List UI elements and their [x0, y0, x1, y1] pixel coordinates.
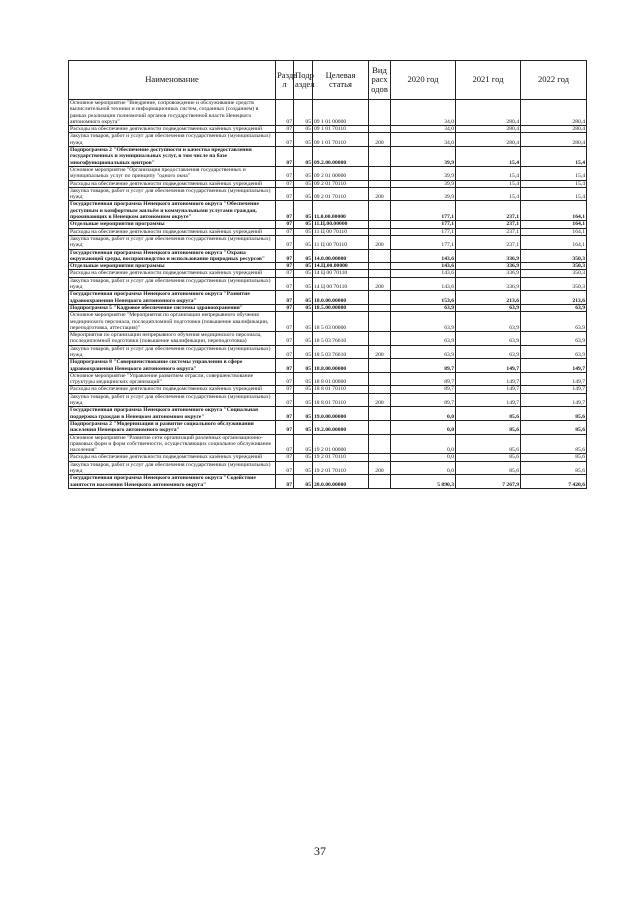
row-podrazdel: 05 — [294, 166, 313, 180]
table-header-row — [69, 61, 587, 100]
row-expense-type: 200 — [369, 187, 391, 201]
row-value-2021: 63,9 — [456, 332, 521, 346]
row-value-2022: 280,4 — [521, 126, 587, 133]
row-target-article: 14.Ц.00.00000 — [313, 263, 369, 270]
row-value-2021: 237,1 — [456, 228, 521, 235]
row-target-article: 18.0.00.00000 — [313, 291, 369, 305]
row-podrazdel: 05 — [294, 291, 313, 305]
table-row — [69, 407, 587, 421]
row-target-article: 18 8 01 00000 — [313, 372, 369, 386]
header-year-2022: 2022 год — [521, 61, 587, 100]
row-podrazdel: 05 — [294, 249, 313, 263]
row-razdel: 07 — [276, 166, 294, 180]
row-target-article: 11.Ц.00.00000 — [313, 221, 369, 228]
row-value-2020: 34,0 — [391, 126, 456, 133]
row-value-2022: 85,6 — [521, 420, 587, 434]
row-value-2020: 39,9 — [391, 166, 456, 180]
row-expense-type — [369, 270, 391, 277]
row-razdel: 07 — [276, 221, 294, 228]
row-value-2020: 177,1 — [391, 235, 456, 249]
row-value-2021: 213,6 — [456, 291, 521, 305]
row-value-2020: 143,6 — [391, 270, 456, 277]
row-value-2020: 0,0 — [391, 434, 456, 454]
row-podrazdel: 05 — [294, 420, 313, 434]
row-expense-type — [369, 228, 391, 235]
row-razdel: 07 — [276, 393, 294, 407]
table-row — [69, 359, 587, 373]
row-expense-type — [369, 312, 391, 332]
table-row — [69, 270, 587, 277]
row-target-article: 11 Ц 00 70110 — [313, 235, 369, 249]
table-row — [69, 386, 587, 393]
row-value-2022: 213,6 — [521, 291, 587, 305]
budget-table — [68, 60, 587, 489]
table-row — [69, 372, 587, 386]
row-value-2021: 15,4 — [456, 187, 521, 201]
row-expense-type — [369, 304, 391, 311]
table-row — [69, 180, 587, 187]
row-value-2020: 89,7 — [391, 386, 456, 393]
row-podrazdel: 05 — [294, 407, 313, 421]
row-value-2022: 85,6 — [521, 461, 587, 475]
header-expense-type: Вид расх одов — [369, 61, 391, 100]
row-value-2020: 177,1 — [391, 221, 456, 228]
row-value-2022: 350,3 — [521, 249, 587, 263]
header-razdel: Разде л — [276, 61, 294, 100]
row-expense-type — [369, 147, 391, 167]
row-razdel: 07 — [276, 434, 294, 454]
row-expense-type — [369, 420, 391, 434]
table-row — [69, 345, 587, 359]
table-row — [69, 133, 587, 147]
row-value-2022: 350,3 — [521, 263, 587, 270]
row-value-2020: 153,6 — [391, 291, 456, 305]
row-value-2021: 63,9 — [456, 312, 521, 332]
table-row — [69, 475, 587, 489]
row-value-2021: 237,1 — [456, 221, 521, 228]
row-value-2021: 63,9 — [456, 345, 521, 359]
row-expense-type — [369, 263, 391, 270]
row-expense-type — [369, 372, 391, 386]
row-value-2021: 280,4 — [456, 126, 521, 133]
row-expense-type: 200 — [369, 235, 391, 249]
row-value-2021: 85,6 — [456, 407, 521, 421]
row-razdel: 07 — [276, 454, 294, 461]
row-name: Закупка товаров, работ и услуг для обеспечения государственных (муниципальных) нужд — [69, 235, 276, 249]
row-razdel: 07 — [276, 201, 294, 221]
row-razdel: 07 — [276, 386, 294, 393]
row-podrazdel: 05 — [294, 475, 313, 489]
row-podrazdel: 05 — [294, 263, 313, 270]
row-value-2021: 336,9 — [456, 263, 521, 270]
row-podrazdel: 05 — [294, 187, 313, 201]
row-value-2022: 164,1 — [521, 228, 587, 235]
row-value-2021: 149,7 — [456, 386, 521, 393]
row-razdel: 07 — [276, 270, 294, 277]
row-value-2022: 63,9 — [521, 312, 587, 332]
row-expense-type — [369, 386, 391, 393]
row-value-2021: 237,1 — [456, 235, 521, 249]
row-expense-type: 200 — [369, 393, 391, 407]
row-name: Закупка товаров, работ и услуг для обеспечения государственных (муниципальных) нужд — [69, 133, 276, 147]
row-target-article: 18.8.00.00000 — [313, 359, 369, 373]
header-year-2020: 2020 год — [391, 61, 456, 100]
row-value-2022: 15,4 — [521, 147, 587, 167]
row-value-2020: 177,1 — [391, 201, 456, 221]
row-name: Основное мероприятие "Организация предоставления государственных и муниципальных услуг по принципу "одного окна" — [69, 166, 276, 180]
row-target-article: 09 1 01 70110 — [313, 126, 369, 133]
row-podrazdel: 05 — [294, 434, 313, 454]
table-row — [69, 461, 587, 475]
row-expense-type — [369, 100, 391, 126]
table-row — [69, 249, 587, 263]
table-row — [69, 201, 587, 221]
row-razdel: 07 — [276, 277, 294, 291]
row-name: Подпрограмма 8 "Совершенствование системы управления в сфере здравоохранения Ненецкого автономного округа" — [69, 359, 276, 373]
row-razdel: 07 — [276, 100, 294, 126]
table-row — [69, 147, 587, 167]
row-value-2021: 15,4 — [456, 166, 521, 180]
row-target-article: 18 8 01 70110 — [313, 386, 369, 393]
row-value-2021: 237,1 — [456, 201, 521, 221]
row-name: Подпрограмма 2 "Обеспечение доступности и качества предоставления государственных и муниципальных услуг, в том числе на базе многофункциональных центров" — [69, 147, 276, 167]
header-podrazdel: Подр аздел — [294, 61, 313, 100]
row-name: Мероприятия по организации непрерывного обучения медицинского персонала, последипломной подготовки (повышение квалификации, переподготовка) — [69, 332, 276, 346]
row-value-2020: 143,6 — [391, 249, 456, 263]
row-value-2020: 0,0 — [391, 420, 456, 434]
row-value-2022: 63,9 — [521, 345, 587, 359]
row-value-2022: 164,1 — [521, 221, 587, 228]
row-value-2022: 85,6 — [521, 454, 587, 461]
row-value-2022: 7 420,6 — [521, 475, 587, 489]
row-name: Подпрограмма 2 "Модернизация и развитие социального обслуживания населения Ненецкого автономного округа" — [69, 420, 276, 434]
row-value-2020: 39,9 — [391, 147, 456, 167]
row-name: Расходы на обеспечение деятельности подведомственных казённых учреждений — [69, 270, 276, 277]
row-name: Расходы на обеспечение деятельности подведомственных казённых учреждений — [69, 386, 276, 393]
row-value-2020: 89,7 — [391, 372, 456, 386]
row-value-2020: 39,9 — [391, 180, 456, 187]
row-podrazdel: 05 — [294, 372, 313, 386]
row-podrazdel: 05 — [294, 221, 313, 228]
row-target-article: 19 2 01 00000 — [313, 434, 369, 454]
table-row — [69, 166, 587, 180]
row-value-2022: 149,7 — [521, 359, 587, 373]
row-target-article: 19.0.00.00000 — [313, 407, 369, 421]
row-razdel: 07 — [276, 180, 294, 187]
row-value-2021: 7 267,9 — [456, 475, 521, 489]
row-podrazdel: 05 — [294, 270, 313, 277]
row-target-article: 19.2.00.00000 — [313, 420, 369, 434]
row-value-2022: 149,7 — [521, 393, 587, 407]
row-value-2022: 149,7 — [521, 372, 587, 386]
row-value-2022: 85,6 — [521, 407, 587, 421]
row-name: Расходы на обеспечение деятельности подведомственных казённых учреждений — [69, 180, 276, 187]
row-razdel: 07 — [276, 461, 294, 475]
row-razdel: 07 — [276, 249, 294, 263]
row-value-2021: 85,6 — [456, 420, 521, 434]
row-razdel: 07 — [276, 420, 294, 434]
row-value-2021: 149,7 — [456, 359, 521, 373]
table-body — [69, 100, 587, 489]
row-target-article: 18 5 03 00000 — [313, 312, 369, 332]
row-target-article: 09 1 01 00000 — [313, 100, 369, 126]
row-value-2020: 89,7 — [391, 359, 456, 373]
row-razdel: 07 — [276, 187, 294, 201]
row-razdel: 07 — [276, 263, 294, 270]
row-expense-type — [369, 475, 391, 489]
row-target-article: 19 2 01 70110 — [313, 454, 369, 461]
row-value-2020: 63,9 — [391, 304, 456, 311]
header-name: Наименование — [69, 61, 276, 100]
row-name: Закупка товаров, работ и услуг для обеспечения государственных (муниципальных) нужд — [69, 461, 276, 475]
page-number: 37 — [314, 844, 326, 858]
row-name: Государственная программа Ненецкого автономного округа "Развитие здравоохранения Ненецкого автономного округа" — [69, 291, 276, 305]
row-value-2020: 0,0 — [391, 454, 456, 461]
row-expense-type: 200 — [369, 461, 391, 475]
row-name: Расходы на обеспечение деятельности подведомственных казённых учреждений — [69, 126, 276, 133]
row-value-2020: 39,9 — [391, 187, 456, 201]
table-row — [69, 393, 587, 407]
row-podrazdel: 05 — [294, 133, 313, 147]
row-value-2020: 0,0 — [391, 407, 456, 421]
row-value-2020: 143,6 — [391, 277, 456, 291]
row-expense-type — [369, 166, 391, 180]
row-target-article: 18.5.00.00000 — [313, 304, 369, 311]
row-name: Закупка товаров, работ и услуг для обеспечения государственных (муниципальных) нужд — [69, 277, 276, 291]
row-podrazdel: 05 — [294, 386, 313, 393]
row-podrazdel: 05 — [294, 147, 313, 167]
row-podrazdel: 05 — [294, 228, 313, 235]
row-podrazdel: 05 — [294, 126, 313, 133]
row-podrazdel: 05 — [294, 180, 313, 187]
table-row — [69, 221, 587, 228]
row-target-article: 18 8 01 70110 — [313, 393, 369, 407]
header-target-article: Целевая статья — [313, 61, 369, 100]
row-expense-type: 200 — [369, 345, 391, 359]
row-value-2021: 85,6 — [456, 454, 521, 461]
row-name: Основное мероприятие "Управление развитием отрасли, совершенствование структуры медицинских организаций" — [69, 372, 276, 386]
row-expense-type — [369, 407, 391, 421]
row-razdel: 07 — [276, 228, 294, 235]
row-value-2020: 143,6 — [391, 263, 456, 270]
row-podrazdel: 05 — [294, 345, 313, 359]
header-year-2021: 2021 год — [456, 61, 521, 100]
table-row — [69, 228, 587, 235]
row-name: Подпрограмма 5 "Кадровое обеспечение системы здравоохранения" — [69, 304, 276, 311]
row-value-2021: 85,6 — [456, 434, 521, 454]
row-podrazdel: 05 — [294, 312, 313, 332]
row-target-article: 09 2 01 70110 — [313, 187, 369, 201]
row-razdel: 07 — [276, 235, 294, 249]
row-name: Расходы на обеспечение деятельности подведомственных казённых учреждений — [69, 228, 276, 235]
row-value-2021: 336,9 — [456, 270, 521, 277]
row-podrazdel: 05 — [294, 454, 313, 461]
row-value-2022: 350,3 — [521, 277, 587, 291]
table-row — [69, 291, 587, 305]
row-podrazdel: 05 — [294, 100, 313, 126]
row-target-article: 18 5 03 76610 — [313, 345, 369, 359]
row-value-2021: 15,4 — [456, 180, 521, 187]
row-podrazdel: 05 — [294, 393, 313, 407]
row-razdel: 07 — [276, 475, 294, 489]
row-value-2022: 63,9 — [521, 304, 587, 311]
row-razdel: 07 — [276, 372, 294, 386]
row-expense-type — [369, 201, 391, 221]
row-razdel: 07 — [276, 147, 294, 167]
row-razdel: 07 — [276, 291, 294, 305]
table-row — [69, 454, 587, 461]
row-name: Государственная программа Ненецкого автономного округа "Содействие занятости населения Ненецкого автономного округа" — [69, 475, 276, 489]
row-expense-type — [369, 454, 391, 461]
row-razdel: 07 — [276, 407, 294, 421]
row-value-2020: 34,0 — [391, 100, 456, 126]
table-row — [69, 420, 587, 434]
row-name: Основное мероприятие "Мероприятия по организации непрерывного обучения медицинского персонала, последипломной подготовки (повышение квалификации, переподготовка, аттестация)" — [69, 312, 276, 332]
row-razdel: 07 — [276, 133, 294, 147]
row-value-2021: 149,7 — [456, 372, 521, 386]
row-value-2021: 336,9 — [456, 277, 521, 291]
row-target-article: 09.2.00.00000 — [313, 147, 369, 167]
row-razdel: 07 — [276, 332, 294, 346]
row-value-2020: 63,9 — [391, 332, 456, 346]
row-value-2022: 280,4 — [521, 133, 587, 147]
row-expense-type — [369, 249, 391, 263]
row-value-2021: 85,6 — [456, 461, 521, 475]
row-target-article: 11.0.00.00000 — [313, 201, 369, 221]
row-target-article: 09 2 01 70110 — [313, 180, 369, 187]
row-target-article: 14 Ц 00 70110 — [313, 270, 369, 277]
row-name: Государственная программа Ненецкого автономного округа "Охрана окружающей среды, воспроизводство и использование природных ресурсов" — [69, 249, 276, 263]
row-target-article: 28.0.00.00000 — [313, 475, 369, 489]
row-razdel: 07 — [276, 345, 294, 359]
table-row — [69, 263, 587, 270]
row-target-article: 09 1 01 70110 — [313, 133, 369, 147]
row-razdel: 07 — [276, 359, 294, 373]
row-value-2021: 280,4 — [456, 133, 521, 147]
row-value-2021: 149,7 — [456, 393, 521, 407]
row-value-2020: 89,7 — [391, 393, 456, 407]
row-value-2022: 85,6 — [521, 434, 587, 454]
row-expense-type — [369, 359, 391, 373]
row-podrazdel: 05 — [294, 304, 313, 311]
row-value-2020: 34,0 — [391, 133, 456, 147]
row-value-2022: 280,4 — [521, 100, 587, 126]
row-value-2021: 280,4 — [456, 100, 521, 126]
row-expense-type — [369, 332, 391, 346]
row-podrazdel: 05 — [294, 201, 313, 221]
table-row — [69, 187, 587, 201]
row-expense-type — [369, 126, 391, 133]
table-row — [69, 126, 587, 133]
row-podrazdel: 05 — [294, 332, 313, 346]
row-target-article: 18 5 03 76610 — [313, 332, 369, 346]
row-expense-type: 200 — [369, 277, 391, 291]
row-name: Закупка товаров, работ и услуг для обеспечения государственных (муниципальных) нужд — [69, 187, 276, 201]
row-value-2022: 15,4 — [521, 166, 587, 180]
row-name: Отдельные мероприятия программы — [69, 221, 276, 228]
row-name: Государственная программа Ненецкого автономного округа "Социальная поддержка граждан в Ненецком автономном округе" — [69, 407, 276, 421]
row-expense-type: 200 — [369, 133, 391, 147]
row-expense-type — [369, 180, 391, 187]
row-value-2022: 350,3 — [521, 270, 587, 277]
row-razdel: 07 — [276, 312, 294, 332]
row-expense-type — [369, 434, 391, 454]
row-podrazdel: 05 — [294, 359, 313, 373]
row-target-article: 14.0.00.00000 — [313, 249, 369, 263]
table-row — [69, 434, 587, 454]
table-row — [69, 277, 587, 291]
table-row — [69, 332, 587, 346]
row-expense-type — [369, 221, 391, 228]
row-target-article: 14 Ц 00 70110 — [313, 277, 369, 291]
row-name: Государственная программа Ненецкого автономного округа "Обеспечение доступным и комфортным жильём и коммунальными услугами граждан, проживающих в Ненецком автономном округе" — [69, 201, 276, 221]
row-target-article: 09 2 01 00000 — [313, 166, 369, 180]
row-value-2022: 164,1 — [521, 235, 587, 249]
row-value-2022: 63,9 — [521, 332, 587, 346]
row-value-2022: 15,4 — [521, 187, 587, 201]
row-name: Расходы на обеспечение деятельности подведомственных казённых учреждений — [69, 454, 276, 461]
row-razdel: 07 — [276, 304, 294, 311]
row-value-2020: 0,0 — [391, 461, 456, 475]
row-value-2020: 63,9 — [391, 345, 456, 359]
row-value-2020: 177,1 — [391, 228, 456, 235]
row-name: Закупка товаров, работ и услуг для обеспечения государственных (муниципальных) нужд — [69, 393, 276, 407]
table-row — [69, 304, 587, 311]
table-row — [69, 312, 587, 332]
row-value-2020: 63,9 — [391, 312, 456, 332]
row-value-2022: 15,4 — [521, 180, 587, 187]
row-name: Закупка товаров, работ и услуг для обеспечения государственных (муниципальных) нужд — [69, 345, 276, 359]
row-target-article: 19 2 01 70110 — [313, 461, 369, 475]
table-row — [69, 100, 587, 126]
row-value-2021: 336,9 — [456, 249, 521, 263]
row-name: Основное мероприятие "Развитие сети организаций различных организационно-правовых форм и форм собственности, осуществляющих социальное обслуживание населения" — [69, 434, 276, 454]
row-value-2022: 164,1 — [521, 201, 587, 221]
row-name: Отдельные мероприятия программы — [69, 263, 276, 270]
row-expense-type — [369, 291, 391, 305]
table-row — [69, 235, 587, 249]
row-target-article: 11 Ц 00 70110 — [313, 228, 369, 235]
row-podrazdel: 05 — [294, 461, 313, 475]
row-name: Основное мероприятие "Внедрение, сопровождение и обслуживание средств вычислительной техники и информационных систем, созданных (созданием) в рамках реализации полномочий органов государственной власти Ненецкого автономного округа" — [69, 100, 276, 126]
row-value-2022: 149,7 — [521, 386, 587, 393]
row-podrazdel: 05 — [294, 277, 313, 291]
row-value-2021: 63,9 — [456, 304, 521, 311]
row-podrazdel: 05 — [294, 235, 313, 249]
row-razdel: 07 — [276, 126, 294, 133]
row-value-2021: 15,4 — [456, 147, 521, 167]
row-value-2020: 5 890,3 — [391, 475, 456, 489]
